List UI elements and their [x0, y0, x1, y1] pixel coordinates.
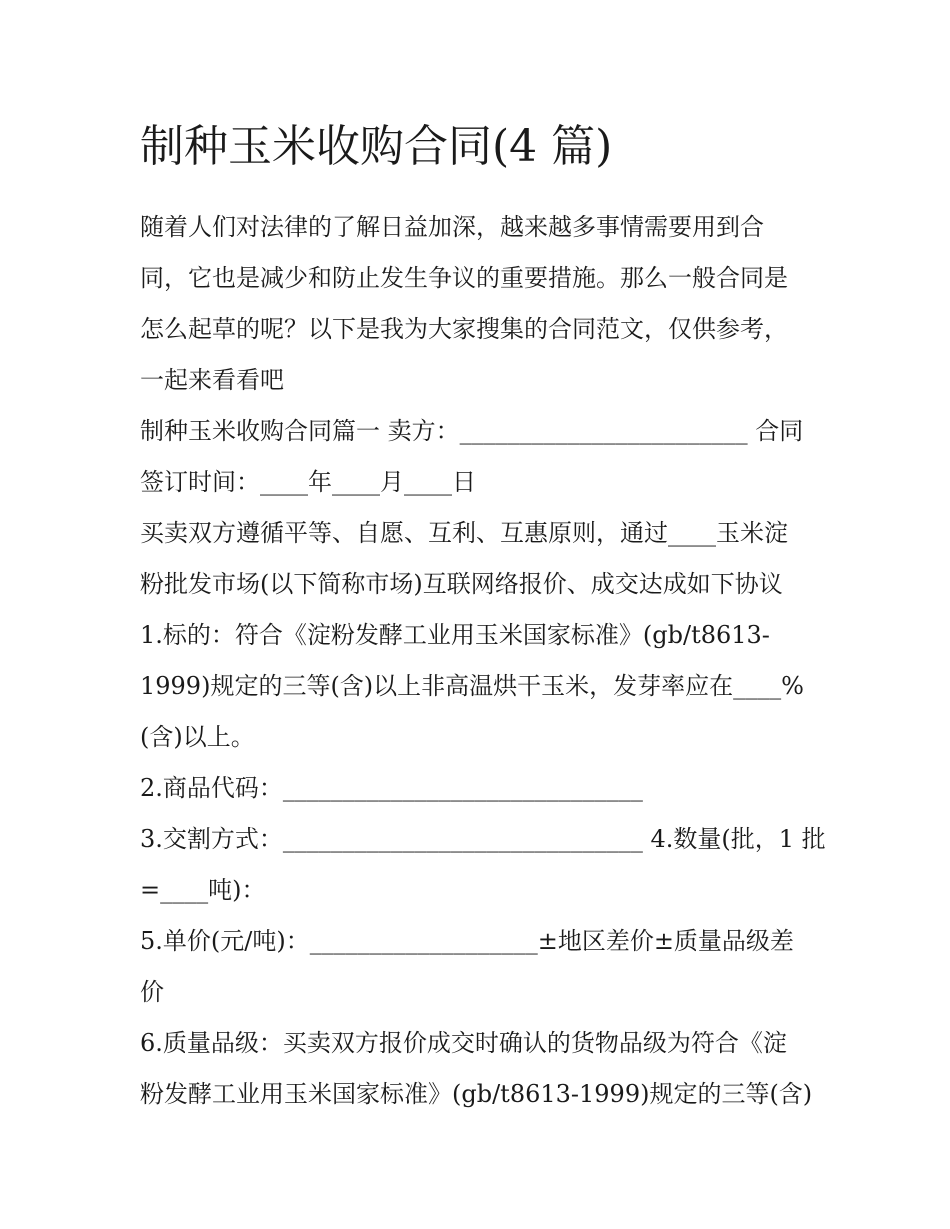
document-page [140, 112, 826, 1120]
document-title: 制种玉米收购合同(4 篇) [140, 121, 613, 172]
body-line: 同，它也是减少和防止发生争议的重要措施。那么一般合同是 [140, 264, 788, 292]
body-line: 6.质量品级：买卖双方报价成交时确认的货物品级为符合《淀 [140, 1029, 787, 1057]
body-line: 粉发酵工业用玉米国家标准》(gb/t8613-1999)规定的三等(含) [140, 1080, 813, 1108]
body-line: 3.交割方式：______________________________ 4.数量(批，1 批 [140, 825, 826, 853]
body-line: 1999)规定的三等(含)以上非高温烘干玉米，发芽率应在____% [140, 672, 804, 700]
body-line: 签订时间：____年____月____日 [140, 468, 476, 496]
document-body [140, 202, 826, 1120]
body-line: (含)以上。 [140, 723, 255, 751]
body-line: 5.单价(元/吨)：___________________±地区差价±质量品级差 [140, 927, 794, 955]
body-line: 1.标的：符合《淀粉发酵工业用玉米国家标准》(gb/t8613- [140, 621, 770, 649]
body-line: 一起来看看吧 [140, 366, 284, 394]
body-line: 制种玉米收购合同篇一 卖方：________________________ 合同 [140, 417, 804, 445]
body-line: 随着人们对法律的了解日益加深，越来越多事情需要用到合 [140, 213, 764, 241]
body-line: 买卖双方遵循平等、自愿、互利、互惠原则，通过____玉米淀 [140, 519, 788, 547]
body-line: =____吨)： [140, 876, 266, 904]
body-line: 怎么起草的呢？以下是我为大家搜集的合同范文，仅供参考， [140, 315, 788, 343]
body-line: 价 [140, 978, 164, 1006]
body-line: 粉批发市场(以下简称市场)互联网络报价、成交达成如下协议 [140, 570, 783, 598]
body-line: 2.商品代码：______________________________ [140, 774, 643, 802]
